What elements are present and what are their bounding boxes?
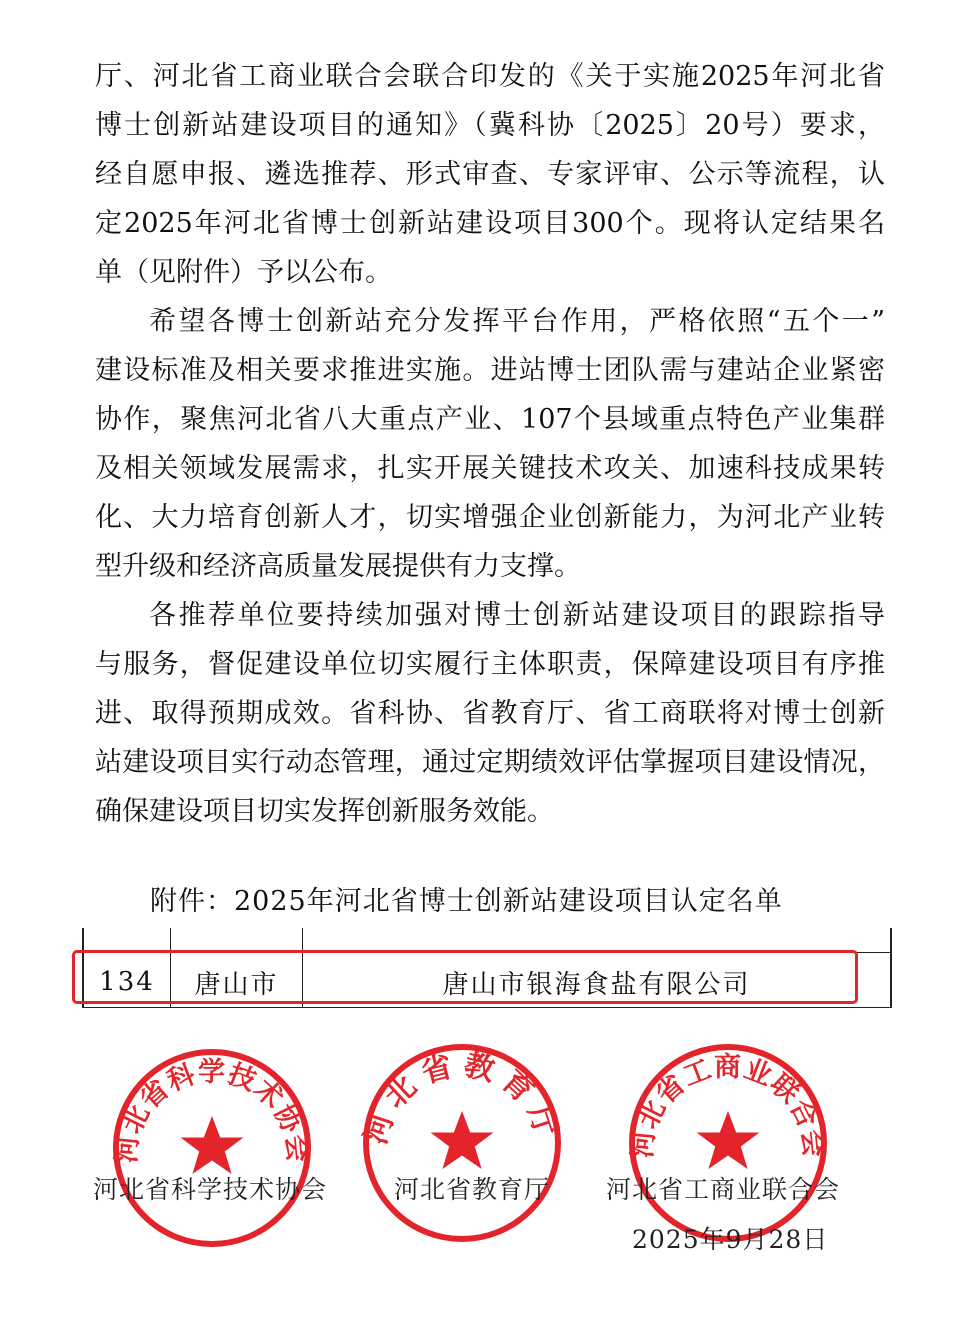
star-icon bbox=[431, 1111, 494, 1169]
text-line: 单（见附件）予以公布。 bbox=[95, 257, 392, 288]
text-line: 化、大力培育创新人才，切实增强企业创新能力，为河北产业转 bbox=[95, 502, 885, 533]
text-line: 进、取得预期成效。省科协、省教育厅、省工商联将对博士创新 bbox=[95, 698, 885, 729]
text-line: 型升级和经济高质量发展提供有力支撑。 bbox=[95, 551, 581, 582]
paragraph-2 bbox=[95, 297, 885, 591]
seal-text: 河北省教育厅 bbox=[358, 1047, 566, 1149]
text-line: 各推荐单位要持续加强对博士创新站建设项目的跟踪指导 bbox=[149, 600, 885, 631]
table-cell-company: 唐山市银海食盐有限公司 bbox=[442, 969, 751, 1000]
table-border-right bbox=[890, 928, 892, 1008]
text-line: 确保建设项目切实发挥创新服务效能。 bbox=[95, 796, 554, 827]
text-line: 协作，聚焦河北省八大重点产业、107个县域重点特色产业集群 bbox=[95, 404, 885, 435]
paragraph-1 bbox=[95, 52, 885, 297]
text-line: 与服务，督促建设单位切实履行主体职责，保障建设项目有序推 bbox=[95, 649, 885, 680]
table-border-bottom bbox=[82, 1007, 892, 1008]
seal-commerce bbox=[628, 1043, 828, 1243]
text-line: 建设标准及相关要求推进实施。进站博士团队需与建站企业紧密 bbox=[95, 355, 885, 386]
text-line: 希望各博士创新站充分发挥平台作用，严格依照“五个一” bbox=[149, 306, 885, 337]
seal-association bbox=[112, 1048, 312, 1248]
document-body bbox=[95, 52, 885, 836]
highlight-box bbox=[72, 950, 858, 1004]
star-icon bbox=[697, 1111, 760, 1169]
signer-commerce: 河北省工商业联合会 bbox=[606, 1175, 841, 1204]
table-cell-city: 唐山市 bbox=[194, 969, 279, 1000]
attachment-title: 附件：2025年河北省博士创新站建设项目认定名单 bbox=[150, 886, 783, 917]
paragraph-3 bbox=[95, 591, 885, 836]
seal-text: 河北省工商业联合会 bbox=[627, 1051, 829, 1160]
signer-association: 河北省科学技术协会 bbox=[93, 1175, 328, 1204]
seal-text: 河北省科学技术协会 bbox=[111, 1056, 313, 1165]
text-line: 定2025年河北省博士创新站建设项目300个。现将认定结果名 bbox=[95, 208, 885, 239]
text-line: 站建设项目实行动态管理，通过定期绩效评估掌握项目建设情况， bbox=[95, 747, 885, 778]
signer-education: 河北省教育厅 bbox=[394, 1175, 551, 1204]
table-cell-index: 134 bbox=[99, 967, 155, 997]
text-line: 及相关领域发展需求，扎实开展关键技术攻关、加速科技成果转 bbox=[95, 453, 885, 484]
star-icon bbox=[181, 1116, 244, 1174]
text-line: 博士创新站建设项目的通知》（冀科协〔2025〕20号）要求， bbox=[95, 110, 885, 141]
issue-date: 2025年9月28日 bbox=[632, 1225, 829, 1254]
seal-education bbox=[358, 1043, 566, 1243]
text-line: 厅、河北省工商业联合会联合印发的《关于实施2025年河北省 bbox=[95, 61, 885, 92]
text-line: 经自愿申报、遴选推荐、形式审查、专家评审、公示等流程，认 bbox=[95, 159, 885, 190]
